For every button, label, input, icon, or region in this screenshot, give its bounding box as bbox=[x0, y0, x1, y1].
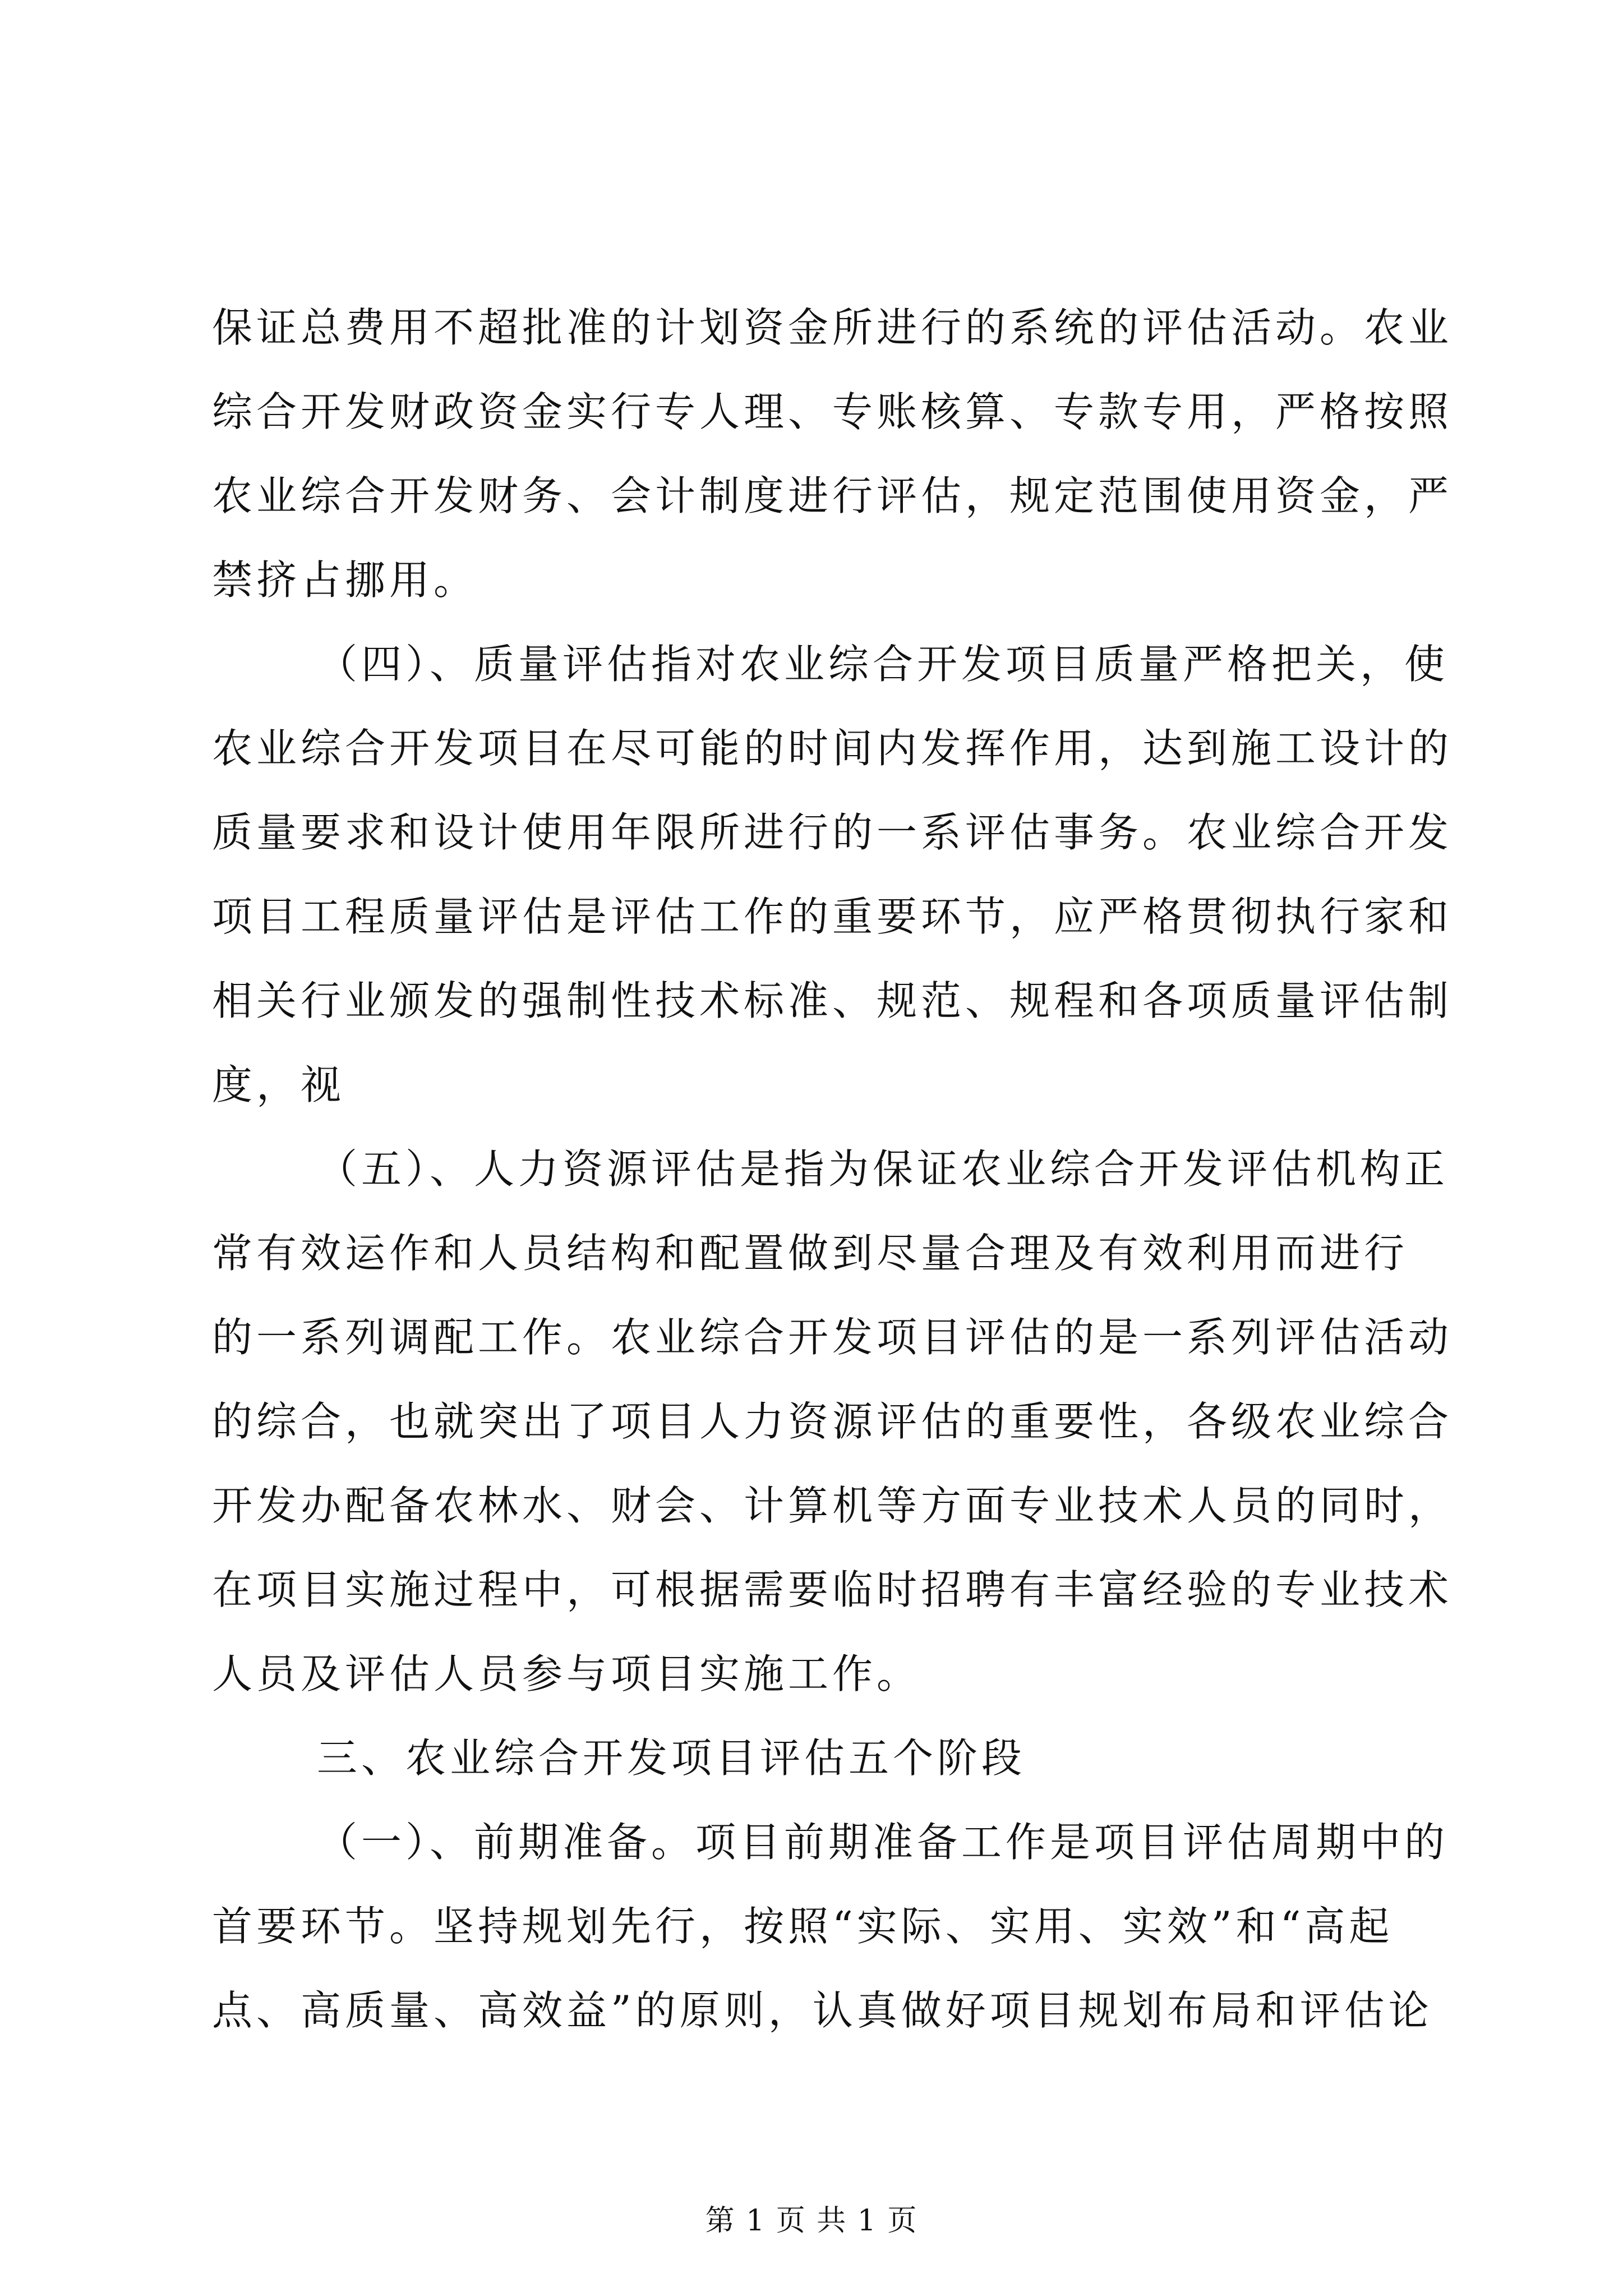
paragraph-start-line: （五）、人力资源评估是指为保证农业综合开发评估机构正 bbox=[317, 1145, 1449, 1193]
paragraph-start-line: （四）、质量评估指对农业综合开发项目质量严格把关，使 bbox=[317, 641, 1449, 688]
body-text-line: 首要环节。坚持规划先行，按照“实际、实用、实效”和“高起 bbox=[212, 1903, 1394, 1950]
page-footer: 第 1 页 共 1 页 bbox=[705, 2204, 918, 2238]
body-text-line: 综合开发财政资金实行专人理、专账核算、专款专用，严格按照 bbox=[212, 388, 1453, 435]
body-text-line: 农业综合开发项目在尽可能的时间内发挥作用，达到施工设计的 bbox=[212, 725, 1453, 772]
body-text-line: 的综合，也就突出了项目人力资源评估的重要性，各级农业综合 bbox=[212, 1398, 1453, 1445]
body-text-line: 的一系列调配工作。农业综合开发项目评估的是一系列评估活动 bbox=[212, 1314, 1453, 1361]
paragraph-start-line: （一）、前期准备。项目前期准备工作是项目评估周期中的 bbox=[317, 1819, 1449, 1866]
body-text-line: 相关行业颁发的强制性技术标准、规范、规程和各项质量评估制 bbox=[212, 977, 1453, 1024]
body-text-line: 项目工程质量评估是评估工作的重要环节，应严格贯彻执行家和 bbox=[212, 893, 1453, 940]
body-text-line: 开发办配备农林水、财会、计算机等方面专业技术人员的同时， bbox=[212, 1482, 1453, 1529]
body-text-line: 在项目实施过程中，可根据需要临时招聘有丰富经验的专业技术 bbox=[212, 1566, 1453, 1613]
body-text-line: 禁挤占挪用。 bbox=[212, 556, 478, 604]
body-text-line: 点、高质量、高效益”的原则，认真做好项目规划布局和评估论 bbox=[212, 1987, 1433, 2034]
section-heading: 三、农业综合开发项目评估五个阶段 bbox=[317, 1734, 1026, 1782]
body-text-line: 常有效运作和人员结构和配置做到尽量合理及有效利用而进行 bbox=[212, 1230, 1409, 1277]
body-text-line: 农业综合开发财务、会计制度进行评估，规定范围使用资金，严 bbox=[212, 472, 1453, 519]
body-text-line: 人员及评估人员参与项目实施工作。 bbox=[212, 1650, 921, 1697]
body-text-line: 度，视 bbox=[212, 1061, 345, 1108]
body-text-line: 质量要求和设计使用年限所进行的一系评估事务。农业综合开发 bbox=[212, 809, 1453, 856]
body-text-line: 保证总费用不超批准的计划资金所进行的系统的评估活动。农业 bbox=[212, 304, 1453, 351]
